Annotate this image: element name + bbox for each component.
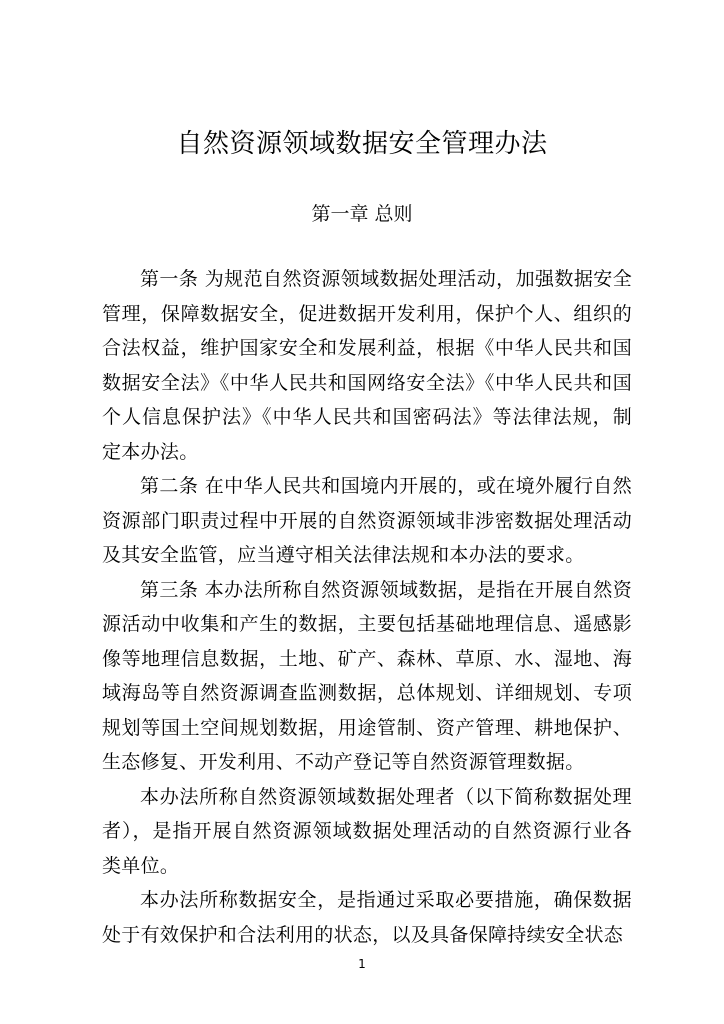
- article-1-paragraph: 第一条 为规范自然资源领域数据处理活动，加强数据安全管理，保障数据安全，促进数据开发利用，保护个人、组织的合法权益，维护国家安全和发展利益，根据《中华人民共和国数据安全法》《中华人民共和国网络安全法》《中华人民共和国个人信息保护法》《中华人民共和国密码法》等法律法规，制定本办法。: [102, 268, 632, 463]
- document-title: 自然资源领域数据安全管理办法: [176, 129, 548, 159]
- document-body: [102, 262, 632, 952]
- article-2-paragraph: 第二条 在中华人民共和国境内开展的，或在境外履行自然资源部门职责过程中开展的自然资源领域非涉密数据处理活动及其安全监管，应当遵守相关法律法规和本办法的要求。: [102, 475, 632, 566]
- article-3-paragraph: 第三条 本办法所称自然资源领域数据，是指在开展自然资源活动中收集和产生的数据，主要包括基础地理信息、遥感影像等地理信息数据，土地、矿产、森林、草原、水、湿地、海域海岛等自然资源调查监测数据，总体规划、详细规划、专项规划等国土空间规划数据，用途管制、资产管理、耕地保护、生态修复、开发利用、不动产登记等自然资源管理数据。: [102, 578, 632, 773]
- data-processor-definition-paragraph: 本办法所称自然资源领域数据处理者（以下简称数据处理者），是指开展自然资源领域数据处理活动的自然资源行业各类单位。: [102, 785, 632, 877]
- chapter-heading: 第一章 总则: [311, 203, 413, 225]
- data-security-definition-paragraph: 本办法所称数据安全，是指通过采取必要措施，确保数据处于有效保护和合法利用的状态，以及具备保障持续安全状态: [102, 889, 632, 946]
- page-number: 1: [358, 957, 366, 971]
